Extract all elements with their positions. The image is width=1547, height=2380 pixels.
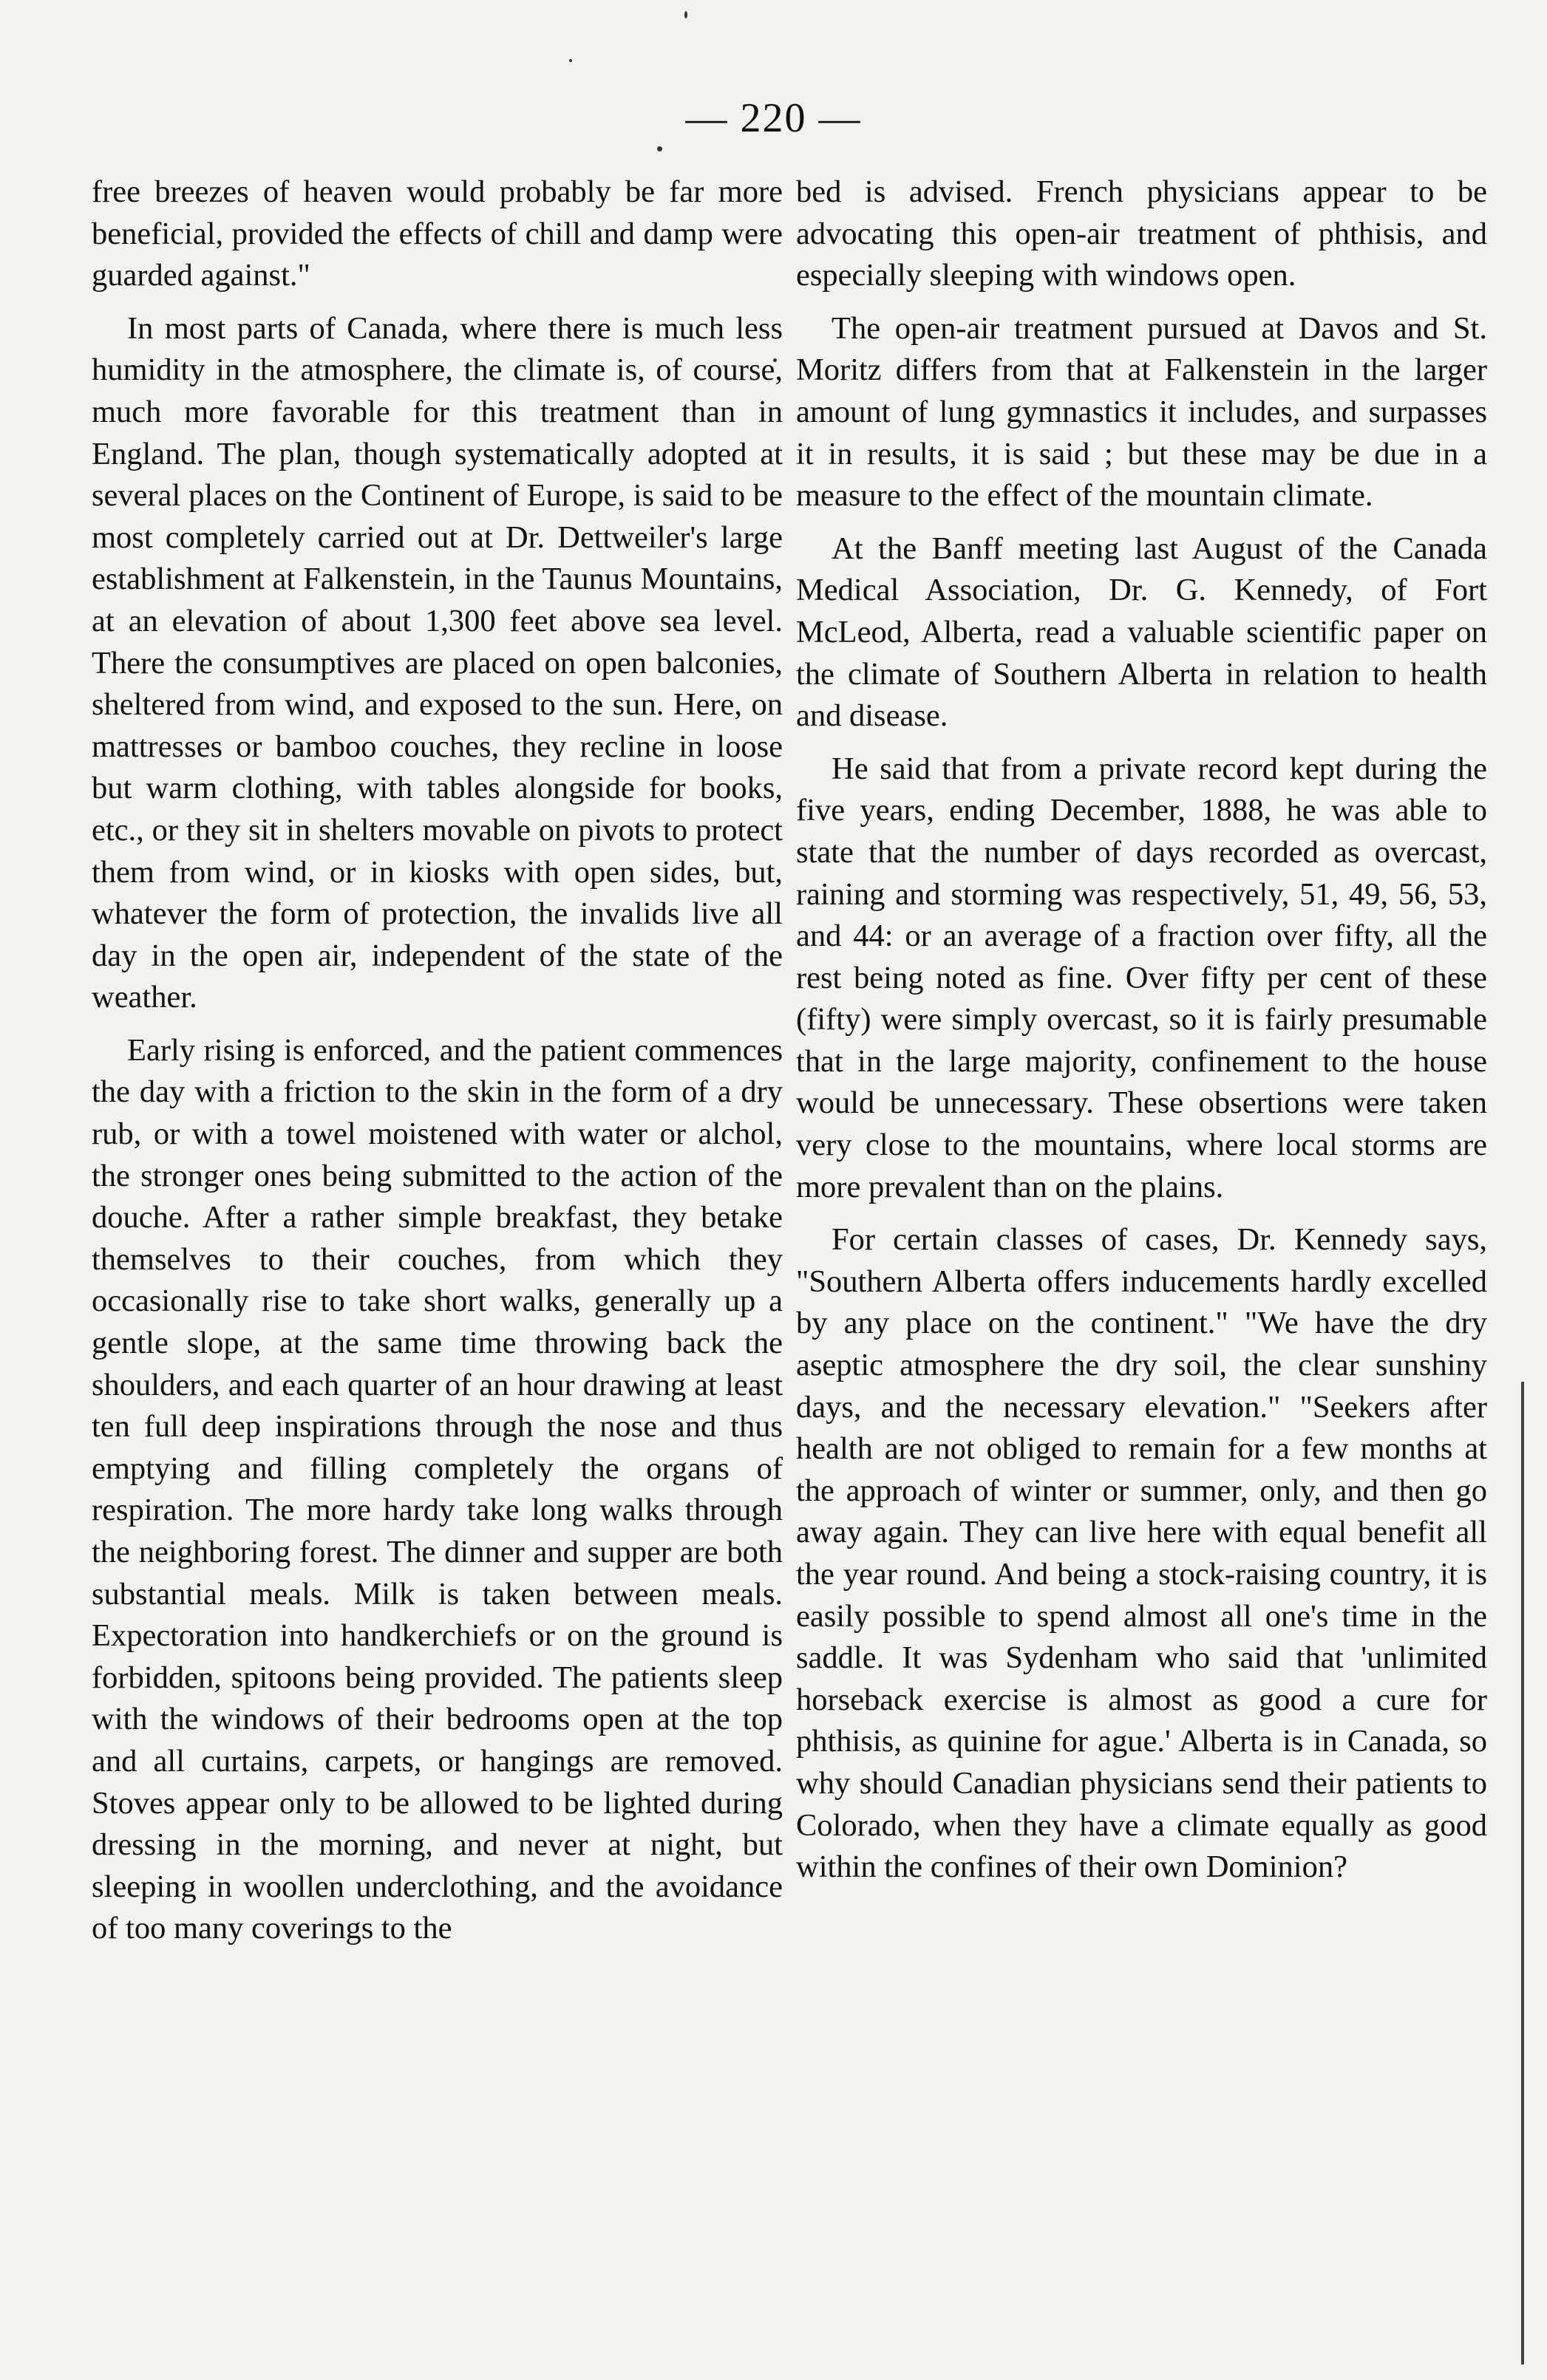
page-number: — 220 —: [685, 95, 862, 141]
paragraph: Early rising is enforced, and the patient commences the day with a friction to the skin in the form of a dry rub, or with a towel moistened with water or alchol, the stronger ones being submitted to the action of the douche. After a rather simple breakfast, they betake themselves to their couches, from which they occasionally rise to take short walks, generally up a gentle slope, at the same time throwing back the shoulders, and each quarter of an hour drawing at least ten full deep inspirations through the nose and thus emptying and filling completely the organs of respiration. The more hardy take long walks through the neighboring forest. The dinner and supper are both substantial meals. Milk is taken between meals. Expectoration into handkerchiefs or on the ground is forbidden, spitoons being provided. The patients sleep with the windows of their bedrooms open at the top and all curtains, carpets, or hangings are removed. Stoves appear only to be allowed to be lighted during dressing in the morning, and never at night, but sleeping in woollen underclothing, and the avoidance of too many coverings to the: [92, 1032, 783, 1946]
print-speck: [657, 146, 662, 151]
print-speck: [569, 59, 572, 62]
left-column: [92, 171, 783, 1961]
paragraph: At the Banff meeting last August of the Canada Medical Association, Dr. G. Kennedy, of Fort McLeod, Alberta, read a valuable scientific paper on the climate of Southern Alberta in relation to health and disease.: [796, 531, 1487, 734]
paragraph: The open-air treatment pursued at Davos and St. Moritz differs from that at Falkenstein in the larger amount of lung gymnastics it includes, and surpasses it in results, it is said ; but these may be due in a measure to the effect of the mountain climate.: [796, 310, 1487, 514]
right-column: [796, 171, 1487, 1900]
paragraph: bed is advised. French physicians appear to be advocating this open-air treatment of phthisis, and especially sleeping with windows open.: [796, 174, 1487, 293]
paragraph: In most parts of Canada, where there is much less humidity in the atmosphere, the climate is, of course, much more favorable for this treatment than in England. The plan, though systematically adopted at several places on the Continent of Europe, is said to be most completely carried out at Dr. Dettweiler's large establishment at Falkenstein, in the Taunus Mountains, at an elevation of about 1,300 feet above sea level. There the consumptives are placed on open balconies, sheltered from wind, and exposed to the sun. Here, on mattresses or bamboo couches, they recline in loose but warm clothing, with tables alongside for books, etc., or they sit in shelters movable on pivots to protect them from wind, or in kiosks with open sides, but, whatever the form of protection, the invalids live all day in the open air, independent of the state of the weather.: [92, 310, 783, 1015]
paragraph: free breezes of heaven would probably be far more beneficial, provided the effects of chill and damp were guarded against.": [92, 174, 783, 293]
paragraph: For certain classes of cases, Dr. Kennedy says, "Southern Alberta offers inducements hardly excelled by any place on the continent." "We have the dry aseptic atmosphere the dry soil, the clear sunshiny days, and the necessary elevation." "Seekers after health are not obliged to remain for a few months at the approach of winter or summer, only, and then go away again. They can live here with equal benefit all the year round. And being a stock-raising country, it is easily possible to spend almost all one's time in the saddle. It was Sydenham who said that 'unlimited horseback exercise is almost as good a cure for phthisis, as quinine for ague.' Alberta is in Canada, so why should Canadian physicians send their patients to Colorado, when they have a climate equally as good within the confines of their own Dominion?: [796, 1222, 1487, 1885]
paragraph: He said that from a private record kept during the five years, ending December, 1888, he was able to state that the number of days recorded as overcast, raining and storming was respectively, 51, 49, 56, 53, and 44: or an average of a fraction over fifty, all the rest being noted as fine. Over fifty per cent of these (fifty) were simply overcast, so it is fairly presumable that in the large majority, confinement to the house would be unnecessary. These obsertions were taken very close to the mountains, where local storms are more prevalent than on the plains.: [796, 751, 1487, 1204]
print-speck: [684, 11, 687, 18]
margin-rule: [1521, 1382, 1524, 2364]
